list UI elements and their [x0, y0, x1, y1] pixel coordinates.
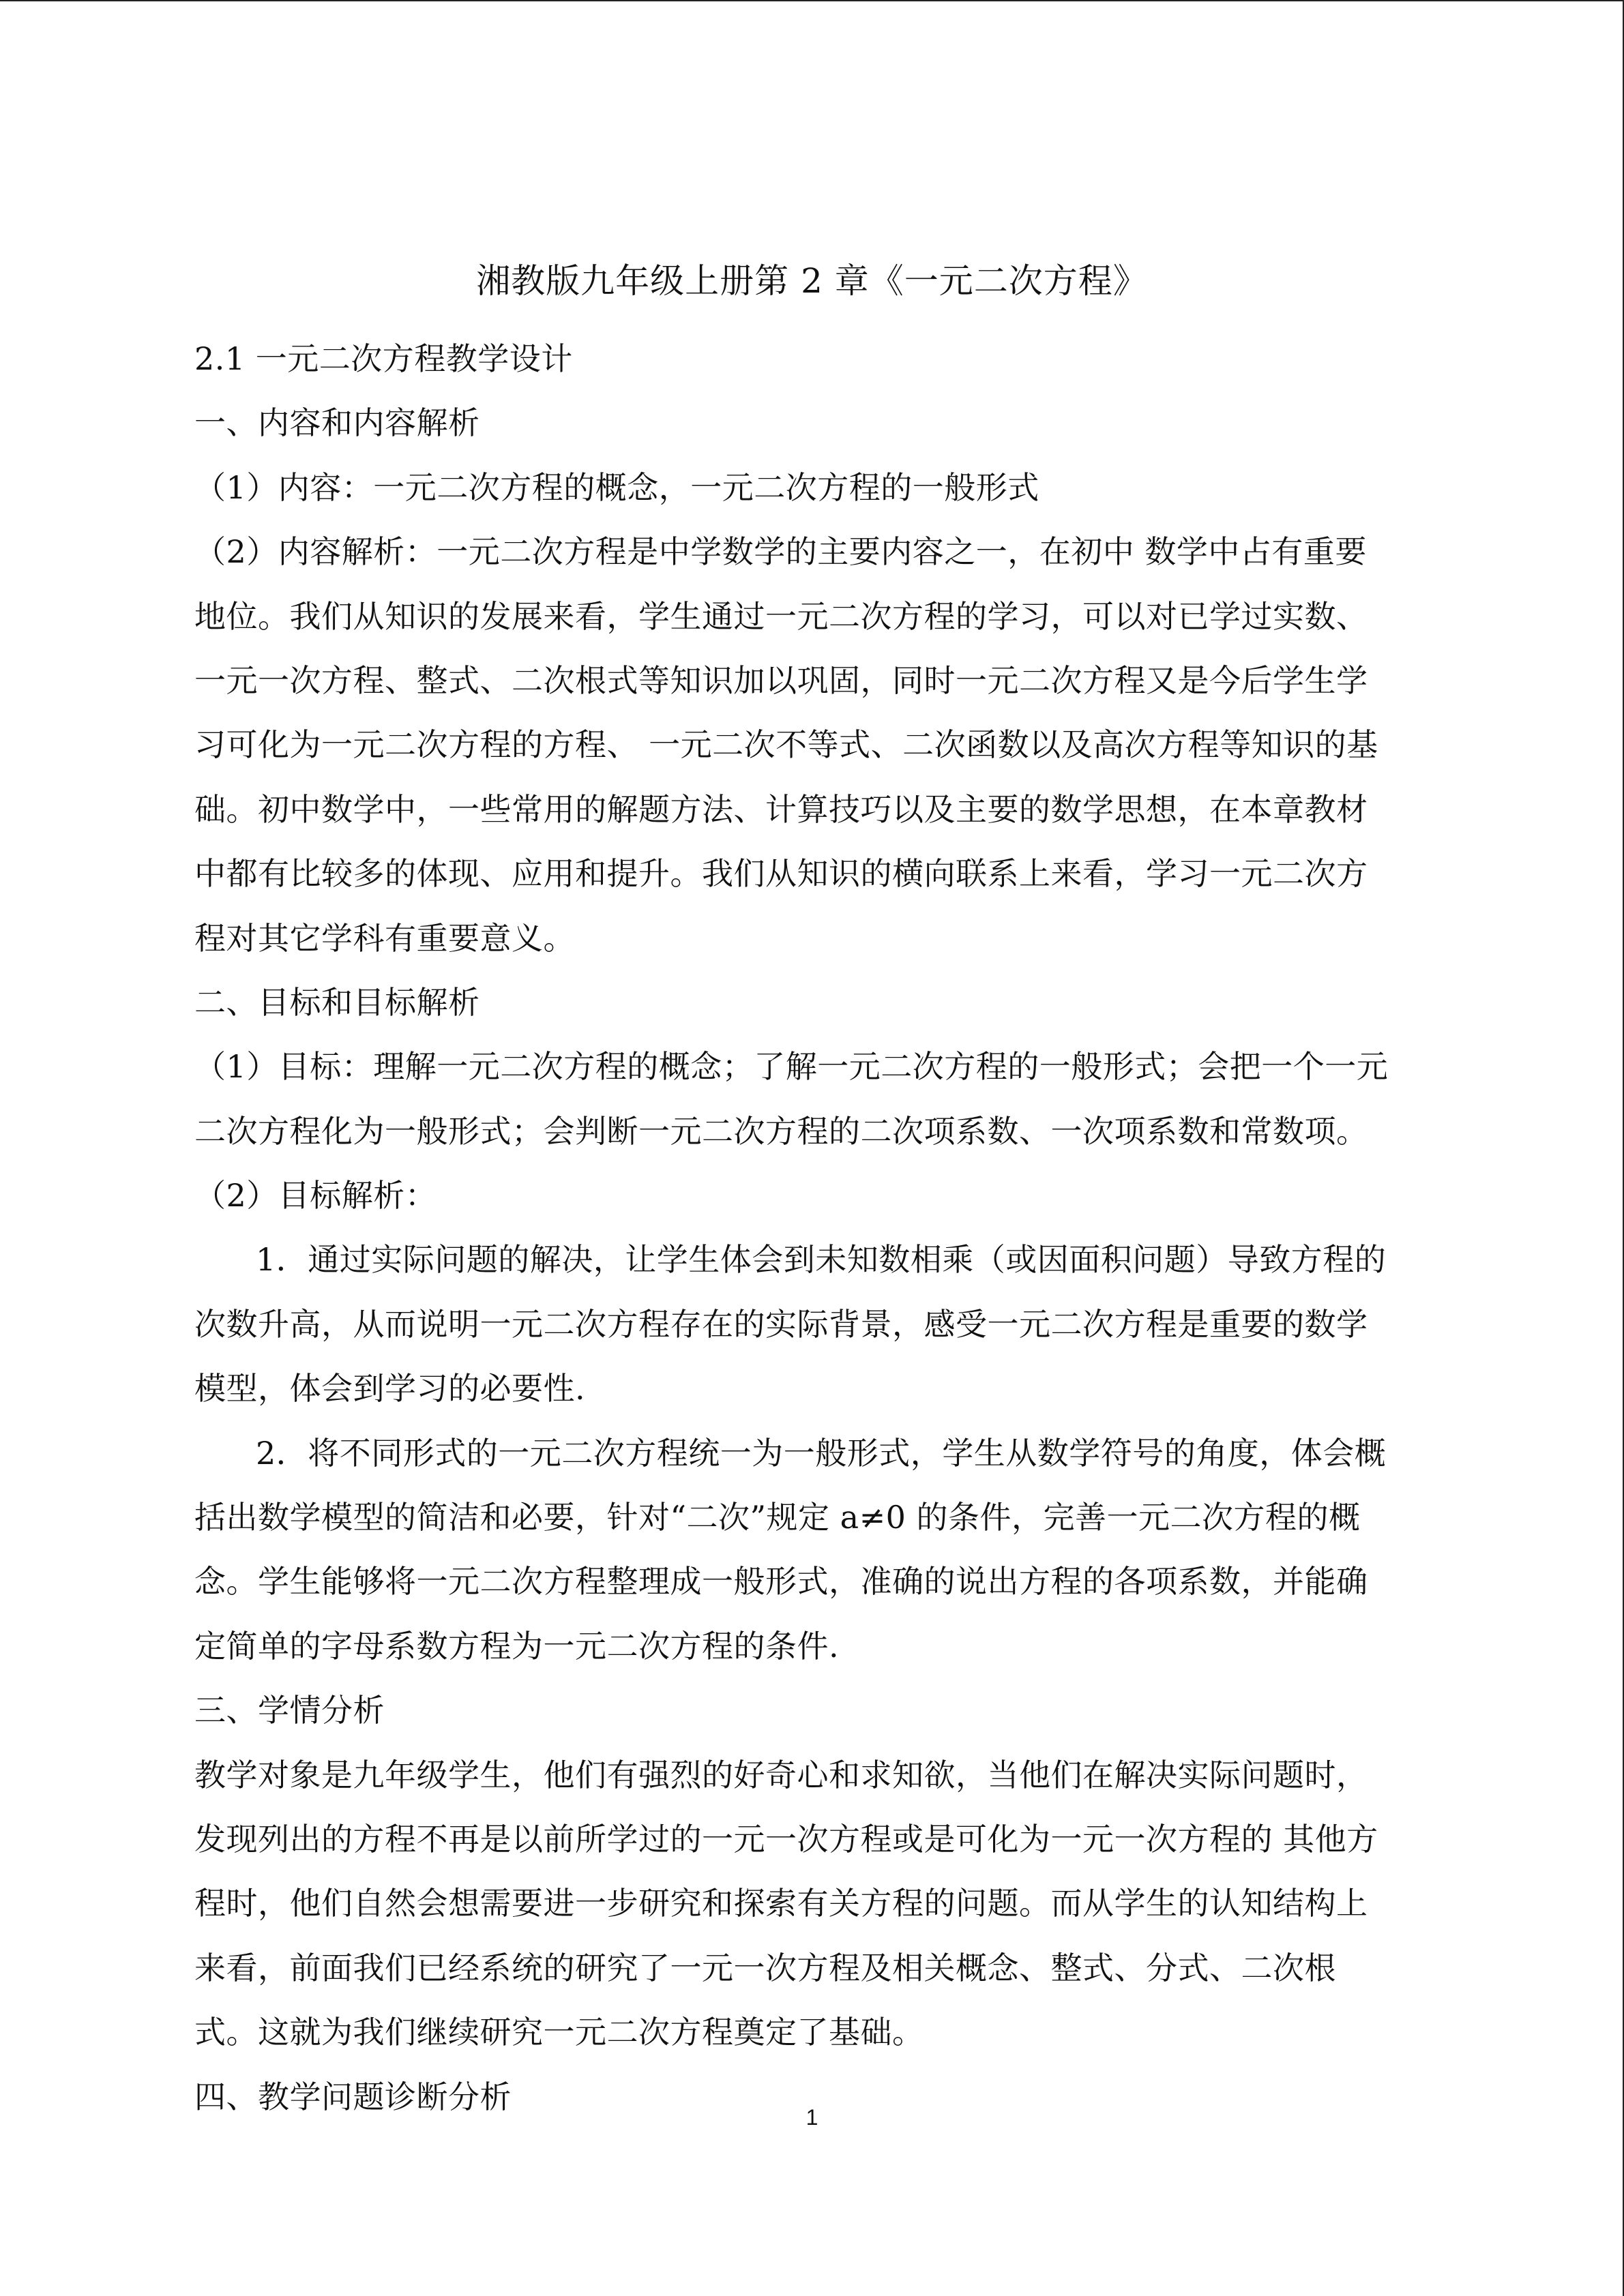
text-line: 一元一次方程、整式、二次根式等知识加以巩固，同时一元二次方程又是今后学生学	[194, 661, 1368, 699]
text-line: 发现列出的方程不再是以前所学过的一元一次方程或是可化为一元一次方程的 其他方	[194, 1820, 1378, 1858]
text-line: 习可化为一元二次方程的方程、 一元二次不等式、二次函数以及高次方程等知识的基	[194, 726, 1378, 764]
text-line: 来看，前面我们已经系统的研究了一元一次方程及相关概念、整式、分式、二次根	[194, 1949, 1336, 1986]
section-heading: 一、内容和内容解析	[194, 404, 480, 442]
text-line: 地位。我们从知识的发展来看，学生通过一元二次方程的学习，可以对已学过实数、	[194, 597, 1368, 635]
text-line: 程时，他们自然会想需要进一步研究和探索有关方程的问题。而从学生的认知结构上	[194, 1885, 1368, 1922]
text-line: 程对其它学科有重要意义。	[194, 919, 575, 957]
text-line: 次数升高，从而说明一元二次方程存在的实际背景，感受一元二次方程是重要的数学	[194, 1305, 1368, 1343]
text-line: （1）目标：理解一元二次方程的概念；了解一元二次方程的一般形式；会把一个一元	[194, 1048, 1389, 1086]
section-heading: 2.1 一元二次方程教学设计	[194, 340, 573, 377]
text-line: （2）内容解析：一元二次方程是中学数学的主要内容之一，在初中 数学中占有重要	[194, 533, 1367, 571]
section-heading: 四、教学问题诊断分析	[194, 2078, 512, 2115]
section-heading: 二、目标和目标解析	[194, 983, 480, 1021]
text-line: （2）目标解析：	[194, 1177, 437, 1214]
text-line: 括出数学模型的简洁和必要，针对“二次”规定 a≠0 的条件，完善一元二次方程的概	[194, 1499, 1361, 1536]
text-line: 础。初中数学中，一些常用的解题方法、计算技巧以及主要的数学思想，在本章教材	[194, 790, 1368, 828]
page-number: 1	[806, 2105, 818, 2130]
text-line: 念。学生能够将一元二次方程整理成一般形式，准确的说出方程的各项系数，并能确	[194, 1563, 1368, 1600]
text-line: 模型，体会到学习的必要性.	[194, 1370, 586, 1407]
text-line: （1）内容：一元二次方程的概念，一元二次方程的一般形式	[194, 468, 1039, 506]
text-line: 1．通过实际问题的解决，让学生体会到未知数相乘（或因面积问题）导致方程的	[256, 1241, 1387, 1279]
page-title: 湘教版九年级上册第 2 章《一元二次方程》	[476, 261, 1148, 301]
document-body	[194, 327, 1422, 2129]
section-heading: 三、学情分析	[194, 1692, 385, 1729]
text-line: 中都有比较多的体现、应用和提升。我们从知识的横向联系上来看，学习一元二次方	[194, 855, 1368, 893]
text-line: 定简单的字母系数方程为一元二次方程的条件.	[194, 1627, 840, 1665]
text-line: 式。这就为我们继续研究一元二次方程奠定了基础。	[194, 2014, 924, 2051]
text-line: 教学对象是九年级学生，他们有强烈的好奇心和求知欲，当他们在解决实际问题时，	[194, 1756, 1368, 1793]
text-line: 2．将不同形式的一元二次方程统一为一般形式，学生从数学符号的角度，体会概	[256, 1434, 1387, 1472]
text-line: 二次方程化为一般形式；会判断一元二次方程的二次项系数、一次项系数和常数项。	[194, 1112, 1368, 1150]
